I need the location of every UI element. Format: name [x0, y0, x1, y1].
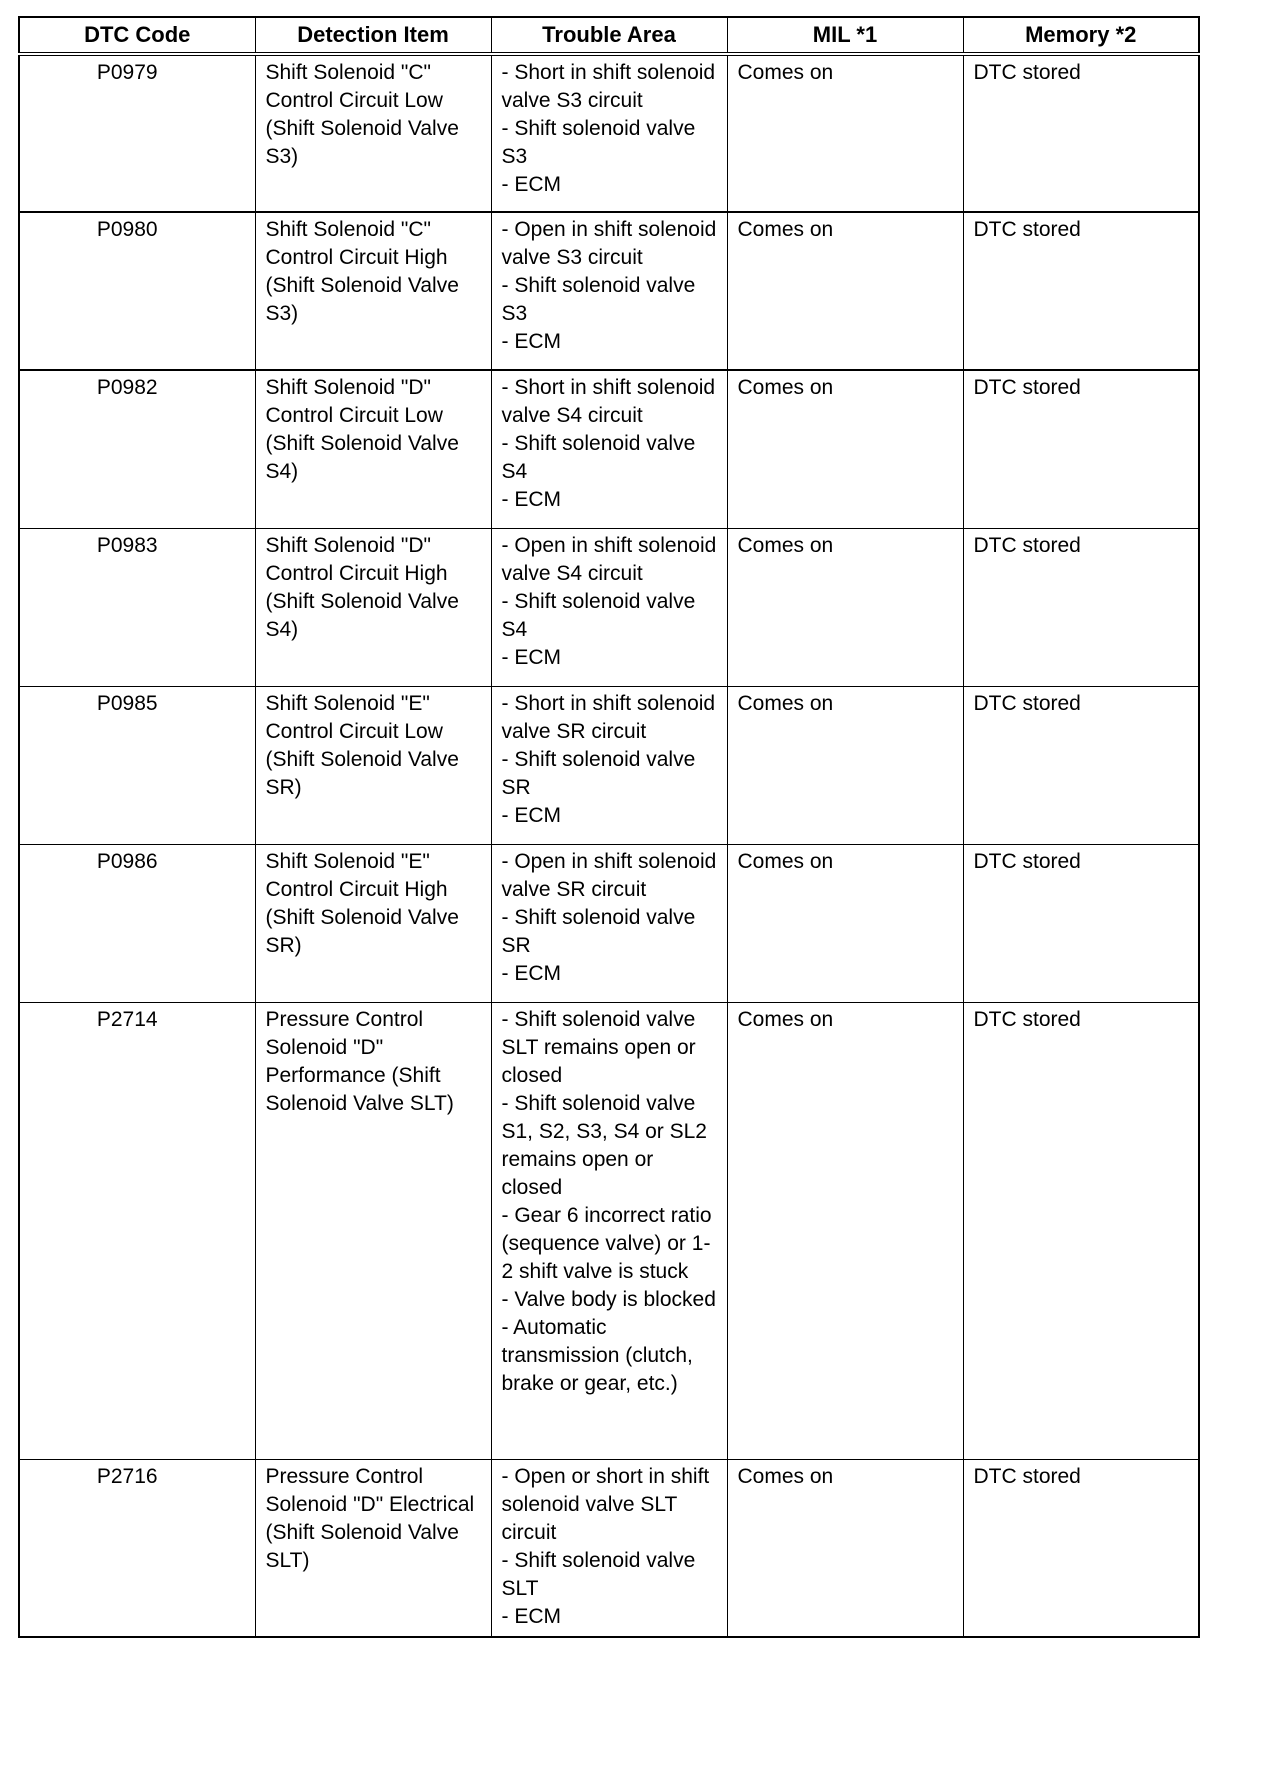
trouble-area-cell — [491, 1459, 727, 1637]
trouble-area-line: - ECM — [501, 488, 561, 511]
trouble-area-line: - ECM — [501, 1604, 561, 1628]
mil-cell: Comes on — [727, 54, 963, 212]
trouble-area-line: - Shift solenoid valve S1, S2, S3, S4 or SL2 remains open or closed — [501, 1091, 707, 1199]
trouble-area-line: - Open in shift solenoid valve S4 circuit — [501, 533, 717, 585]
detection-item-cell: Pressure Control Solenoid "D" Performance (Shift Solenoid Valve SLT) — [255, 1002, 491, 1459]
trouble-area-line: - Shift solenoid valve S4 — [501, 432, 696, 483]
table-row — [19, 844, 1199, 1002]
mil-cell: Comes on — [727, 528, 963, 686]
detection-item-cell: Shift Solenoid "D" Control Circuit High (Shift Solenoid Valve S4) — [255, 528, 491, 686]
detection-item-cell: Shift Solenoid "E" Control Circuit Low (Shift Solenoid Valve SR) — [255, 686, 491, 844]
table-row — [19, 1002, 1199, 1459]
dtc-code-cell: P0983 — [19, 528, 255, 686]
trouble-area-cell — [491, 844, 727, 1002]
table-row — [19, 212, 1199, 370]
mil-cell: Comes on — [727, 370, 963, 528]
trouble-area-line: - Shift solenoid valve S3 — [501, 274, 696, 325]
table-row — [19, 370, 1199, 528]
memory-cell: DTC stored — [963, 528, 1199, 686]
trouble-area-line: - Shift solenoid valve SLT remains open or closed — [501, 1007, 696, 1087]
detection-item-cell: Shift Solenoid "D" Control Circuit Low (Shift Solenoid Valve S4) — [255, 370, 491, 528]
table-row — [19, 528, 1199, 686]
detection-item-cell: Shift Solenoid "C" Control Circuit High (Shift Solenoid Valve S3) — [255, 212, 491, 370]
header-memory: Memory *2 — [963, 17, 1199, 54]
mil-cell: Comes on — [727, 1002, 963, 1459]
table-header-row — [19, 17, 1199, 54]
mil-cell: Comes on — [727, 844, 963, 1002]
trouble-area-cell — [491, 528, 727, 686]
trouble-area-line: - Short in shift solenoid valve S4 circuit — [501, 376, 716, 427]
trouble-area-line: - Open or short in shift solenoid valve SLT circuit — [501, 1464, 710, 1544]
dtc-table — [18, 16, 1200, 1638]
memory-cell: DTC stored — [963, 686, 1199, 844]
trouble-area-cell — [491, 1002, 727, 1459]
trouble-area-line: - ECM — [501, 803, 561, 827]
trouble-area-line: - Shift solenoid valve SLT — [501, 1548, 696, 1600]
memory-cell: DTC stored — [963, 1459, 1199, 1637]
trouble-area-line: - ECM — [501, 173, 561, 196]
trouble-area-line: - Open in shift solenoid valve S3 circuit — [501, 218, 717, 269]
detection-item-cell: Shift Solenoid "C" Control Circuit Low (Shift Solenoid Valve S3) — [255, 54, 491, 212]
header-mil: MIL *1 — [727, 17, 963, 54]
trouble-area-line: - Shift solenoid valve S4 — [501, 589, 696, 641]
trouble-area-line: - ECM — [501, 645, 561, 669]
trouble-area-line: - Gear 6 incorrect ratio (sequence valve) or 1-2 shift valve is stuck — [501, 1203, 712, 1283]
trouble-area-line: - Shift solenoid valve SR — [501, 905, 696, 957]
detection-item-cell: Pressure Control Solenoid "D" Electrical (Shift Solenoid Valve SLT) — [255, 1459, 491, 1637]
trouble-area-cell — [491, 54, 727, 212]
dtc-code-cell: P0982 — [19, 370, 255, 528]
dtc-code-cell: P2714 — [19, 1002, 255, 1459]
trouble-area-line: - Open in shift solenoid valve SR circuit — [501, 849, 717, 901]
mil-cell: Comes on — [727, 212, 963, 370]
table-row — [19, 1459, 1199, 1637]
trouble-area-line: - Valve body is blocked — [501, 1287, 716, 1311]
dtc-code-cell: P0979 — [19, 54, 255, 212]
trouble-area-line: - ECM — [501, 961, 561, 985]
dtc-code-cell: P2716 — [19, 1459, 255, 1637]
table-row — [19, 686, 1199, 844]
trouble-area-line: - Shift solenoid valve S3 — [501, 117, 696, 168]
table-row — [19, 54, 1199, 212]
memory-cell: DTC stored — [963, 54, 1199, 212]
mil-cell: Comes on — [727, 1459, 963, 1637]
trouble-area-line: - Short in shift solenoid valve S3 circuit — [501, 61, 716, 112]
mil-cell: Comes on — [727, 686, 963, 844]
trouble-area-cell — [491, 212, 727, 370]
memory-cell: DTC stored — [963, 1002, 1199, 1459]
header-trouble-area: Trouble Area — [491, 17, 727, 54]
header-detection-item: Detection Item — [255, 17, 491, 54]
dtc-code-cell: P0985 — [19, 686, 255, 844]
memory-cell: DTC stored — [963, 844, 1199, 1002]
dtc-code-cell: P0980 — [19, 212, 255, 370]
trouble-area-line: - Automatic transmission (clutch, brake or gear, etc.) — [501, 1315, 693, 1395]
trouble-area-cell — [491, 686, 727, 844]
trouble-area-cell — [491, 370, 727, 528]
trouble-area-line: - ECM — [501, 330, 561, 353]
trouble-area-line: - Short in shift solenoid valve SR circuit — [501, 691, 716, 743]
trouble-area-line: - Shift solenoid valve SR — [501, 747, 696, 799]
memory-cell: DTC stored — [963, 370, 1199, 528]
dtc-code-cell: P0986 — [19, 844, 255, 1002]
header-dtc-code: DTC Code — [19, 17, 255, 54]
detection-item-cell: Shift Solenoid "E" Control Circuit High (Shift Solenoid Valve SR) — [255, 844, 491, 1002]
memory-cell: DTC stored — [963, 212, 1199, 370]
